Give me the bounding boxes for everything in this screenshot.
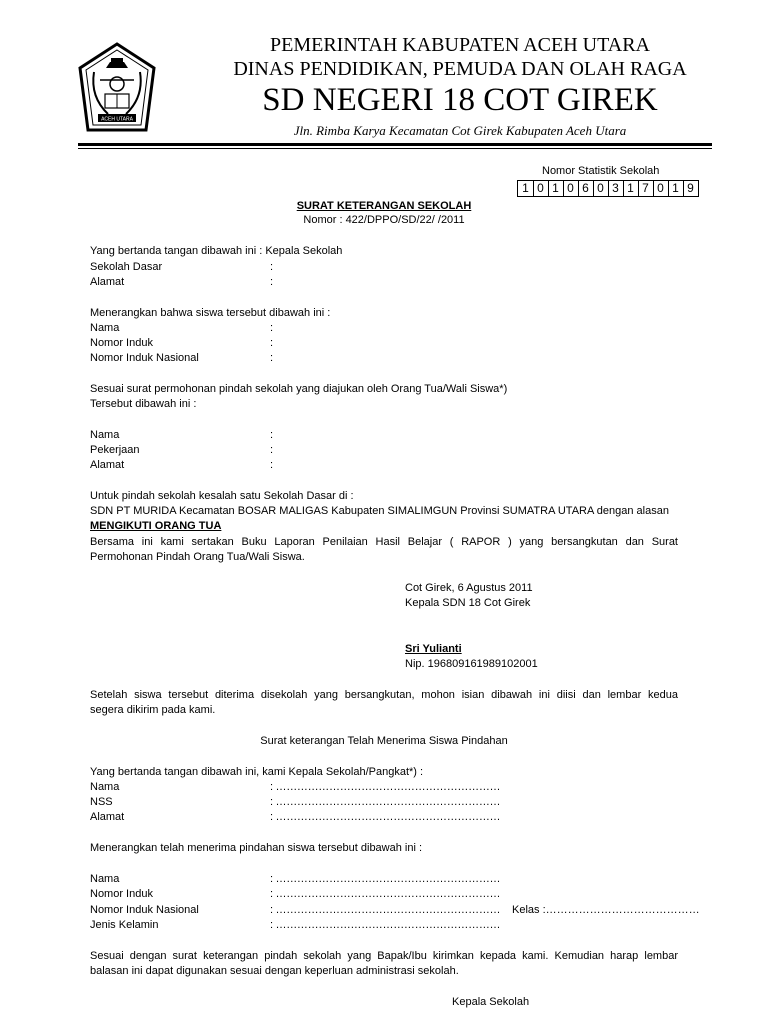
blank-field: : ……………………………………………………… [270,811,501,823]
note-line-1: Setelah siswa tersebut diterima disekolah yang bersangkutan, mohon isian dibawah ini diisi dan lembar kedua [90,689,678,701]
signature-nip: Nip. 196809161989102001 [405,658,538,670]
reply-student-nomor-induk-label: Nomor Induk [90,888,153,900]
closing-line-1: Sesuai dengan surat keterangan pindah sekolah yang Bapak/Ibu kirimkan kepada kami. Kemudian harap lembar [90,950,678,962]
header-rule-thick [78,143,712,146]
kepala-sekolah-label: Kepala Sekolah [452,996,530,1008]
bersama-line-1: Bersama ini kami sertakan Buku Laporan Penilaian Hasil Belajar ( RAPOR ) yang bersangkutan dan Surat [90,536,678,548]
blank-field: : ……………………………………………………… [270,781,501,793]
nss-digit: 1 [548,180,564,197]
note-line-2: segera dikirim pada kami. [90,704,216,716]
student-nin-label: Nomor Induk Nasional [90,352,199,364]
blank-field: : ……………………………………………………… [270,888,501,900]
parent-alamat-label: Alamat [90,459,125,471]
nss-digit: 7 [638,180,654,197]
closing-line-2: balasan ini dapat digunakan sesuai dengan keperluan administrasi sekolah. [90,965,459,977]
kelas-field: Kelas :…………………………………… [512,904,700,916]
reply-nama-label: Nama [90,781,120,793]
parent-nama-label: Nama [90,429,120,441]
nss-number-boxes [517,180,698,197]
bersama-line-2: Permohonan Pindah Orang Tua/Wali Siswa. [90,551,305,563]
field-colon: : [270,276,274,288]
blank-field: : ……………………………………………………… [270,796,501,808]
department-heading: DINAS PENDIDIKAN, PEMUDA DAN OLAH RAGA [233,58,687,80]
field-colon: : [270,429,274,441]
student-nomor-induk-label: Nomor Induk [90,337,153,349]
nss-digit: 0 [563,180,579,197]
reply-nss-label: NSS [90,796,113,808]
field-colon: : [270,459,274,471]
reply-menerangkan: Menerangkan telah menerima pindahan siswa tersebut dibawah ini : [90,842,423,854]
parent-pekerjaan-label: Pekerjaan [90,444,140,456]
signature-position: Kepala SDN 18 Cot Girek [405,597,531,609]
regency-logo [78,42,156,138]
nss-digit: 1 [668,180,684,197]
alamat-label: Alamat [90,276,125,288]
nss-digit: 3 [608,180,624,197]
student-nama-label: Nama [90,322,120,334]
nss-digit: 0 [533,180,549,197]
sesuai-line-1: Sesuai surat permohonan pindah sekolah yang diajukan oleh Orang Tua/Wali Siswa*) [90,383,508,395]
reply-alamat-label: Alamat [90,811,125,823]
field-colon: : [270,352,274,364]
blank-field: : ……………………………………………………… [270,873,501,885]
school-name: SD NEGERI 18 COT GIREK [262,82,658,118]
nss-digit: 9 [683,180,699,197]
signature-name: Sri Yulianti [405,643,462,655]
signature-place-date: Cot Girek, 6 Agustus 2011 [405,582,533,594]
header-rule-thin [78,148,712,149]
menerangkan-line: Menerangkan bahwa siswa tersebut dibawah ini : [90,307,331,319]
school-address: Jln. Rimba Karya Kecamatan Cot Girek Kabupaten Aceh Utara [293,123,627,138]
field-colon: : [270,444,274,456]
blank-field: : ……………………………………………………… [270,904,501,916]
alasan-pindah: MENGIKUTI ORANG TUA [90,520,222,532]
nss-label: Nomor Statistik Sekolah [542,165,660,177]
nss-digit: 1 [623,180,639,197]
nss-digit: 0 [593,180,609,197]
reply-student-nin-label: Nomor Induk Nasional [90,904,199,916]
letter-title: SURAT KETERANGAN SEKOLAH [296,200,472,212]
nss-digit: 0 [653,180,669,197]
reply-student-nama-label: Nama [90,873,120,885]
field-colon: : [270,261,274,273]
reply-intro: Yang bertanda tangan dibawah ini, kami Kepala Sekolah/Pangkat*) : [90,766,424,778]
nss-digit: 6 [578,180,594,197]
field-colon: : [270,322,274,334]
field-colon: : [270,337,274,349]
logo-text: ACEH UTARA [101,116,133,123]
blank-field: : ……………………………………………………… [270,919,501,931]
pindah-line-1: Untuk pindah sekolah kesalah satu Sekolah Dasar di : [90,490,354,502]
sesuai-line-2: Tersebut dibawah ini : [90,398,197,410]
sekolah-dasar-label: Sekolah Dasar [90,261,163,273]
letter-number: Nomor : 422/DPPO/SD/22/ /2011 [303,214,465,226]
nss-digit: 1 [518,180,534,197]
intro-line: Yang bertanda tangan dibawah ini : Kepala Sekolah [90,245,343,257]
government-heading: PEMERINTAH KABUPATEN ACEH UTARA [270,34,650,56]
pindah-line-2: SDN PT MURIDA Kecamatan BOSAR MALIGAS Kabupaten SIMALIMGUN Provinsi SUMATRA UTARA dengan alasan [90,505,669,517]
reply-student-jk-label: Jenis Kelamin [90,919,159,931]
reply-title: Surat keterangan Telah Menerima Siswa Pindahan [260,735,508,747]
